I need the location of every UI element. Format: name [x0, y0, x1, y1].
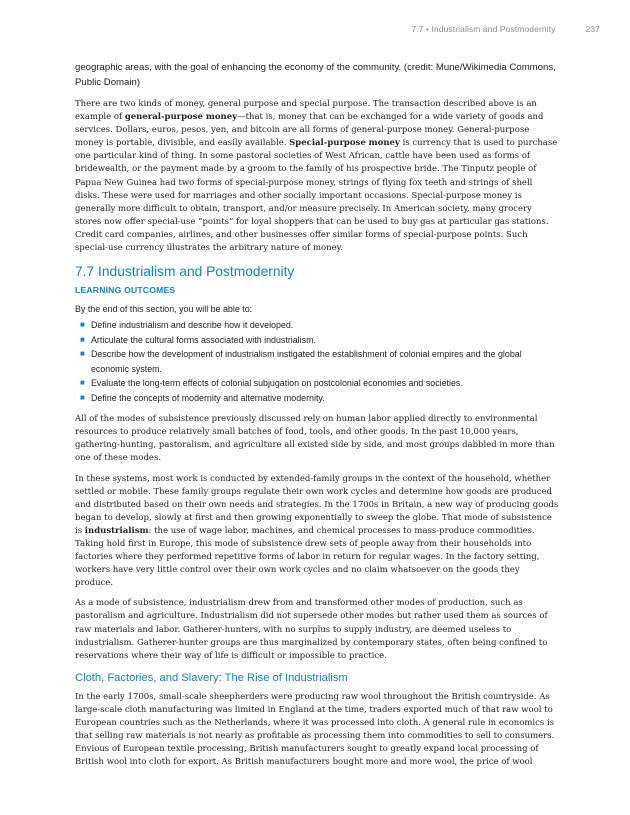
learning-outcomes-heading: LEARNING OUTCOMES — [75, 285, 176, 296]
learning-outcomes-list — [75, 318, 559, 405]
outcome-text: Define the concepts of modernity and alternative modernity. — [91, 392, 325, 403]
list-item — [75, 376, 559, 391]
subsection-title: Cloth, Factories, and Slavery: The Rise of Industrialism — [75, 671, 348, 684]
bullet-icon: ■ — [80, 334, 85, 344]
text-run: : the use of wage labor, machines, and chemical processes to mass-produce commodities. Taking hold first in Europe, this mode of subsistence drew sets of people away from their households into factories where they performed repetitive forms of labor in return for regular wages. In the factory setting, workers have very little control over their own work cycles and no claim whatsoever on the goods they produce. — [75, 525, 540, 589]
text-run: In these systems, most work is conducted by extended-family groups in the context of the household, whether settled or mobile. These family groups regulate their own work cycles and determine how goods are produced and distributed based on their own needs and strategies. In the 1700s in Britain, a new way of producing goods began to develop, slowly at first and then growing exponentially to sweep the globe. That mode of subsistence is — [75, 473, 559, 536]
figure-caption: geographic areas, with the goal of enhancing the economy of the community. (credit: Mune/Wikimedia Commons, Public Domain) — [75, 62, 556, 88]
outcome-text: Evaluate the long-term effects of colonial subjugation on postcolonial economies and societies. — [91, 378, 463, 389]
paragraph-wool-trade: In the early 1700s, small-scale sheepherders were producing raw wool throughout the British countryside. As large-scale cloth manufacturing was limited in England at the time, traders exported much of that raw wool to European countries such as the Netherlands, where it was processed into cloth. A general rule in economics is that selling raw materials is not nearly as profitable as processing them into commodities to sell to consumers. Envious of European textile processing, British manufacturers sought to greatly expand local processing of British wool into cloth for export. As British manufacturers bought more and more wool, the price of wool — [75, 691, 555, 768]
list-item — [75, 318, 559, 333]
page-number: 237 — [585, 24, 600, 34]
outcome-text: Define industrialism and describe how it developed. — [91, 320, 294, 331]
outcome-text: Articulate the cultural forms associated with industrialism. — [91, 334, 316, 345]
bullet-icon: ■ — [80, 320, 85, 330]
running-title: 7.7 • Industrialism and Postmodernity — [411, 24, 556, 34]
text-run: is currency that is used to purchase one particular kind of thing. In some pastoral societies of West African, cattle have been used as forms of bridewealth, or the payment made by a groom to the family of his prospective bride. The Tinputz people of Papua New Guinea had two forms of special-purpose money, strings of flying fox teeth and strings of shell disks. These were used for marriages and other socially important occasions. Special-purpose money is generally more difficult to obtain, transport, and/or measure precisely. In American society, many grocery stores now offer special-use “points” for loyal shoppers that can be used to buy gas at particular gas stations. Credit card companies, airlines, and other businesses offer similar forms of special-purpose points. Such special-use currency illustrates the arbitrary nature of money. — [75, 138, 558, 254]
key-term-industrialism: industrialism — [84, 525, 149, 536]
key-term-general-purpose-money: general-purpose money — [124, 112, 238, 123]
bullet-icon: ■ — [80, 392, 85, 402]
list-item — [75, 391, 559, 406]
section-title: 7.7 Industrialism and Postmodernity — [75, 264, 295, 280]
key-term-special-purpose-money: Special-purpose money — [289, 138, 400, 149]
bullet-icon: ■ — [80, 349, 85, 359]
paragraph-household-work — [75, 473, 559, 591]
learning-outcomes-intro: By the end of this section, you will be able to: — [75, 304, 253, 315]
running-header — [411, 24, 600, 34]
paragraph-money-types — [75, 98, 559, 255]
list-item — [75, 347, 559, 376]
bullet-icon: ■ — [80, 378, 85, 388]
list-item — [75, 333, 559, 348]
page-content — [75, 60, 559, 776]
text-run: —that is, money that can be exchanged for a wide variety of goods and services. Dollars, euros, pesos, yen, and bitcoin are all forms of general-purpose money. General-purpose money is portable, divisible, and easily available. — [75, 112, 544, 149]
outcome-text: Describe how the development of industrialism instigated the establishment of colonial empires and the global economic system. — [91, 349, 522, 374]
paragraph-industrialism-mode: As a mode of subsistence, industrialism drew from and transformed other modes of production, such as pastoralism and agriculture. Industrialism did not supersede other modes but rather used them as sources of raw materials and labor. Gatherer-hunters, with no surplus to supply industry, are deemed useless to industrialism. Gatherer-hunter groups are thus marginalized by contemporary states, often being confined to reservations where their way of life is difficult or impossible to practice. — [75, 598, 548, 661]
paragraph-modes-of-subsistence: All of the modes of subsistence previously discussed rely on human labor applied directly to environmental resources to produce relatively small batches of food, tools, and other goods. In the past 10,000 years, gathering-hunting, pastoralism, and agriculture all existed side by side, and most groups dabbled in more than one of these modes. — [75, 414, 555, 464]
text-run: There are two kinds of money, general purpose and special purpose. The transaction described above is an example of — [75, 99, 537, 123]
